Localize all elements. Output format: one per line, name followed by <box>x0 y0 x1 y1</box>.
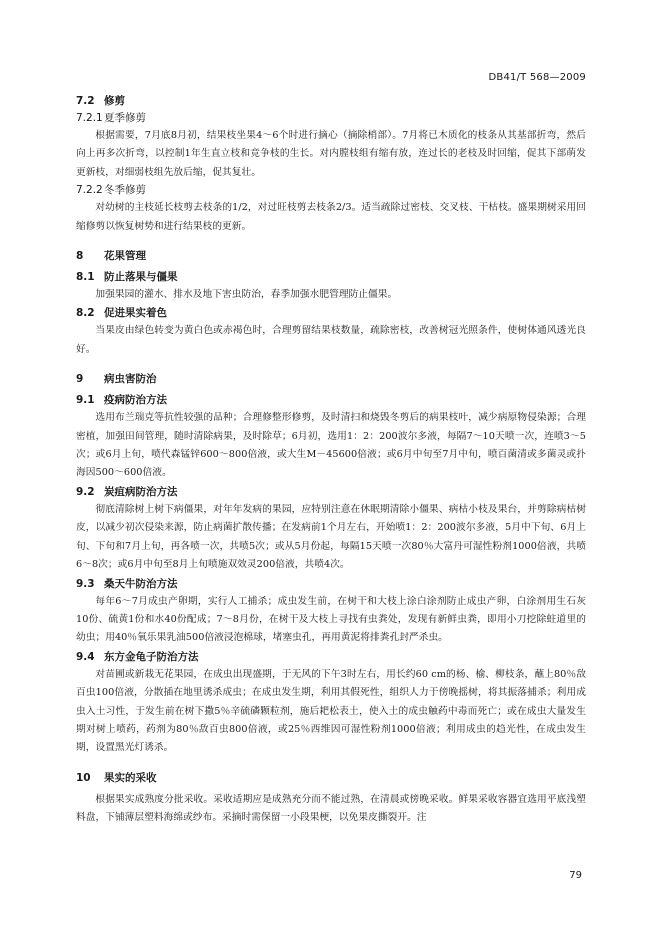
subsection-heading <box>76 269 586 286</box>
section-heading <box>76 770 586 787</box>
heading-title: 炭疽病防治方法 <box>104 485 178 498</box>
subsection-heading <box>76 305 586 322</box>
heading-title: 桑天牛防治方法 <box>104 577 178 590</box>
heading-title: 防止落果与僵果 <box>104 271 178 284</box>
heading-number: 9.4 <box>76 650 95 663</box>
heading-number: 9 <box>76 373 84 386</box>
body-paragraph: 对幼树的主枝延长枝剪去枝条的1/2，对过旺枝剪去枝条2/3。适当疏除过密枝、交叉枝、干枯枝。盛果期树采用回缩修剪以恢复树势和进行结果枝的更新。 <box>76 202 586 232</box>
heading-number: 8.1 <box>76 271 95 284</box>
subsubsection-heading <box>76 182 586 199</box>
subsection-heading <box>76 392 586 409</box>
body-paragraph: 每年6～7月成虫产卵期，实行人工捕杀；成虫发生前，在树干和大枝上涂白涂剂防止成虫产卵，白涂剂用生石灰10份、硫黄1份和水40份配成；7～8月份，在树干及大枝上寻找有虫粪处，发现有新鲜虫粪，即用小刀挖除蛀道里的幼虫；用40％氧乐果乳油500倍液浸泡棉球，堵塞虫孔，再用黄泥将排粪孔封严杀虫。 <box>76 595 586 644</box>
subsection-heading <box>76 649 586 666</box>
body-paragraph: 加强果园的灌水、排水及地下害虫防治，春季加强水肥管理防止僵果。 <box>95 289 398 301</box>
body-paragraph: 根据果实成熟度分批采收。采收适期应是成熟充分而不能过熟，在清晨或傍晚采收。鲜果采收容器宜选用平底浅塑料盘，下铺薄层塑料海绵或纱布。采摘时需保留一小段果梗，以免果皮撕裂开。注 <box>76 793 586 824</box>
heading-title: 促进果实着色 <box>104 307 167 320</box>
heading-title: 东方金龟子防治方法 <box>104 650 199 663</box>
page-number: 79 <box>569 870 582 881</box>
body-paragraph: 当果皮由绿色转变为黄白色或赤褐色时，合理剪留结果枝数量，疏除密枝，改善树冠光照条件，使树体通风透光良好。 <box>76 325 586 355</box>
heading-title: 花果管理 <box>104 250 146 263</box>
heading-title: 夏季修剪 <box>104 112 146 124</box>
heading-number: 7.2.2 <box>76 184 103 197</box>
heading-title: 果实的采收 <box>104 771 157 784</box>
subsection-heading <box>76 576 586 593</box>
heading-title: 修剪 <box>104 95 125 107</box>
body-paragraph: 彻底清除树上树下病僵果，对年年发病的果园，应特别注意在休眠期清除小僵果、病枯小枝及果台，并剪除病枯树皮，以减少初次侵染来源，防止病菌扩散传播；在发病前1个月左右，开始喷1：2：200波尔多液，5月中下旬、6月上旬、下旬和7月上旬，再各喷一次，共喷5次；或从5月份起，每隔15天喷一次80％大富丹可湿性粉剂1000倍液，共喷6～8次；或6月中旬至8月上旬喷施双效灵200倍液，共喷4次。 <box>76 503 586 571</box>
heading-number: 8 <box>76 250 84 263</box>
heading-title: 病虫害防治 <box>104 373 157 386</box>
standard-code: DB41/T 568—2009 <box>488 72 586 83</box>
heading-number: 9.2 <box>76 485 95 498</box>
heading-number: 9.1 <box>76 394 95 407</box>
body-paragraph: 根据需要，7月底8月初，结果枝坐果4～6个时进行摘心（摘除梢部）。7月将已木质化的枝条从其基部折弯，然后向上再多次折弯，以控制1年生直立枝和竞争枝的生长。对内膛枝组有缩有放，连过长的老枝及时回缩，促其下部萌发更新枝，对细弱枝组先放后缩，促其复壮。 <box>76 130 586 178</box>
heading-title: 疫病防治方法 <box>104 394 167 407</box>
heading-number: 8.2 <box>76 307 95 320</box>
subsubsection-heading <box>76 110 586 127</box>
heading-title: 冬季修剪 <box>104 184 146 197</box>
section-heading <box>76 248 586 265</box>
body-paragraph: 选用布兰瑞克等抗性较强的品种；合理修整形修剪，及时清扫和烧毁冬剪后的病果枝叶，减少病原物侵染源；合理密植，加强田间管理，随时清除病果，及时除草；6月初，选用1：2：200波尔多液，每隔7～10天喷一次，连喷3～5次；或6月上旬，喷代森锰锌600～800倍液，或大生M－45600倍液；或6月中旬至7月中旬，喷百菌清或多菌灵或扑海因500～600倍液。 <box>76 412 586 479</box>
heading-number: 7.2 <box>76 95 95 107</box>
heading-number: 9.3 <box>76 577 95 590</box>
body-paragraph: 对苗圃或新栽无花果园，在成虫出现盛期，于无风的下午3时左右，用长约60 cm的杨、榆、柳枝条，蘸上80％敌百虫100倍液，分散插在地里诱杀成虫；在成虫发生期，利用其假死性，组织人力于傍晚摇树，将其振落捕杀；利用成虫入土习性，于发生前在树下撒5％辛硫磷颗粒剂，施后耙松表土，使入土的成虫触药中毒而死亡；或在成虫大量发生期对树上喷药，药剂为80％敌百虫800倍液，或25％西维因可湿性粉剂1000倍液；利用成虫的趋光性，在成虫发生期，设置黑光灯诱杀。 <box>76 668 586 754</box>
section-heading <box>76 371 586 388</box>
document-body <box>76 92 586 828</box>
subsection-heading <box>76 484 586 501</box>
heading-number: 7.2.1 <box>76 112 103 124</box>
subsection-heading <box>76 93 586 110</box>
heading-number: 10 <box>76 771 91 784</box>
